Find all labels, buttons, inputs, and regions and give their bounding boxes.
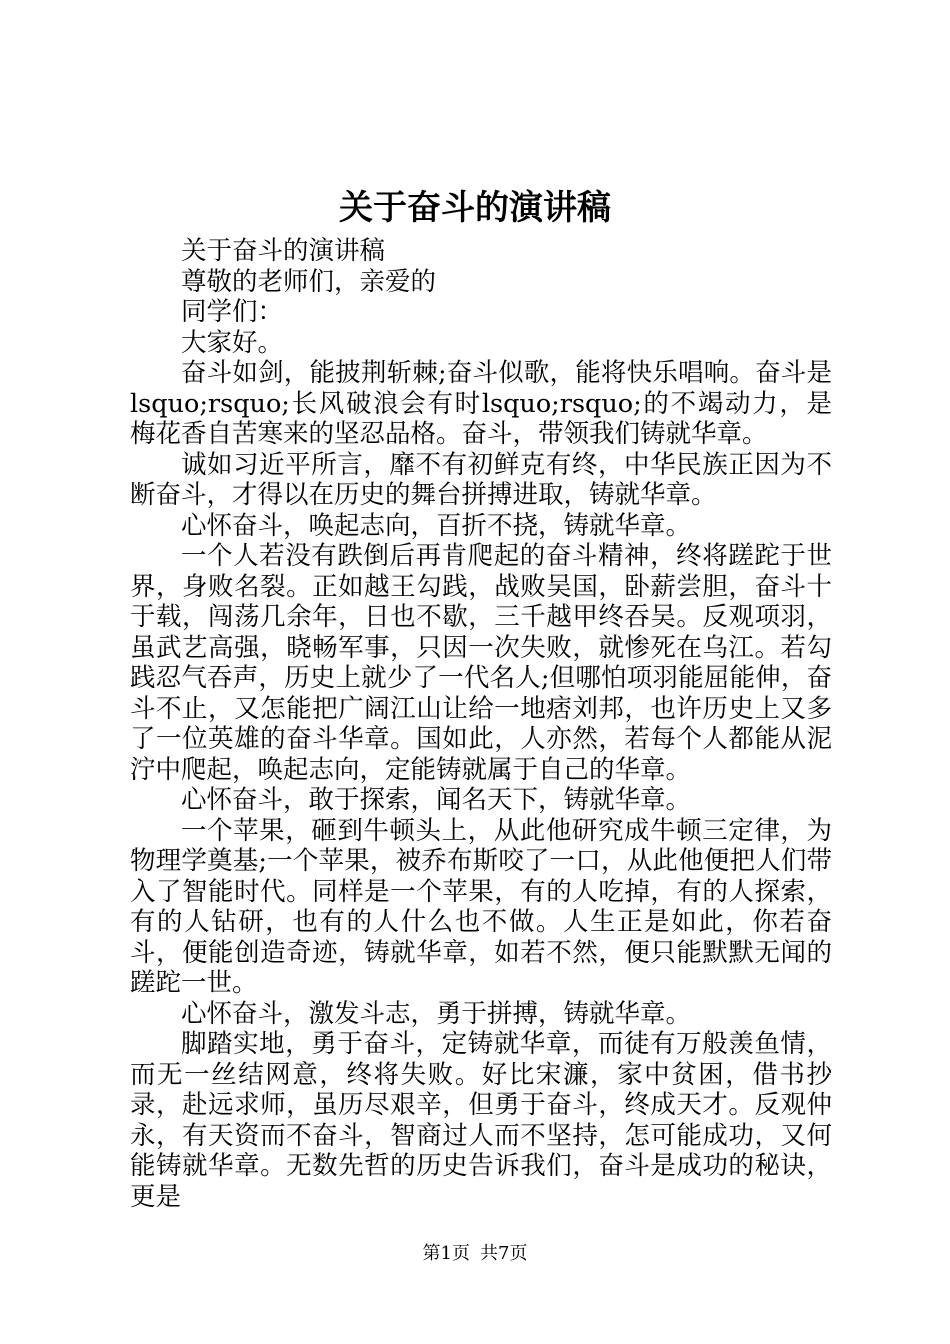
page-number: 第1页 [422, 1243, 470, 1264]
document-title: 关于奋斗的演讲稿 [339, 188, 611, 228]
paragraph: 尊敬的老师们，亲爱的 [181, 266, 437, 297]
paragraph: 心怀奋斗，激发斗志，勇于拼搏，铸就华章。 [181, 998, 692, 1029]
paragraph: 一个人若没有跌倒后再肯爬起的奋斗精神，终将蹉跎于世界，身败名裂。正如越王勾践，战败吴国，卧薪尝胆，奋斗十于载，闯荡几余年，日也不歇，三千越甲终吞吴。反观项羽，虽武艺高强，晓畅军事，只因一次失败，就惨死在乌江。若勾践忍气吞声，历史上就少了一代名人;但哪怕项羽能屈能伸，奋斗不止，又怎能把广阔江山让给一地痞刘邦，也许历史上又多了一位英雄的奋斗华章。国如此，人亦然，若每个人都能从泥泞中爬起，唤起志向，定能铸就属于自己的华章。 [130, 541, 832, 785]
paragraph: 脚踏实地，勇于奋斗，定铸就华章，而徒有万般羡鱼情，而无一丝结网意，终将失败。好比宋濂，家中贫困，借书抄录，赴远求师，虽历尽艰辛，但勇于奋斗，终成天才。反观仲永，有天资而不奋斗，智商过人而不坚持，怎可能成功，又何能铸就华章。无数先哲的历史告诉我们，奋斗是成功的秘诀，更是 [130, 1029, 832, 1212]
paragraph: 关于奋斗的演讲稿 [181, 236, 386, 266]
page-total: 共7页 [480, 1243, 528, 1264]
paragraph: 心怀奋斗，敢于探索，闻名天下，铸就华章。 [181, 785, 692, 815]
paragraph: 大家好。 [181, 327, 284, 358]
document-body [130, 236, 832, 1212]
paragraph: 一个苹果，砸到牛顿头上，从此他研究成牛顿三定律，为物理学奠基;一个苹果，被乔布斯咬了一口，从此他便把人们带入了智能时代。同样是一个苹果，有的人吃掉，有的人探索，有的人钻研，也有的人什么也不做。人生正是如此，你若奋斗，便能创造奇迹，铸就华章，如若不然，便只能默默无闻的蹉跎一世。 [130, 815, 832, 998]
paragraph: 奋斗如剑，能披荆斩棘;奋斗似歌，能将快乐唱响。奋斗是lsquo;rsquo;长风破浪会有时lsquo;rsquo;的不竭动力，是梅花香自苦寒来的坚忍品格。奋斗，带领我们铸就华章。 [130, 358, 832, 449]
paragraph: 同学们： [181, 297, 284, 327]
paragraph: 诚如习近平所言，靡不有初鲜克有终，中华民族正因为不断奋斗，才得以在历史的舞台拼搏进取，铸就华章。 [130, 449, 832, 510]
paragraph: 心怀奋斗，唤起志向，百折不挠，铸就华章。 [181, 510, 692, 541]
page-footer [0, 1242, 950, 1266]
